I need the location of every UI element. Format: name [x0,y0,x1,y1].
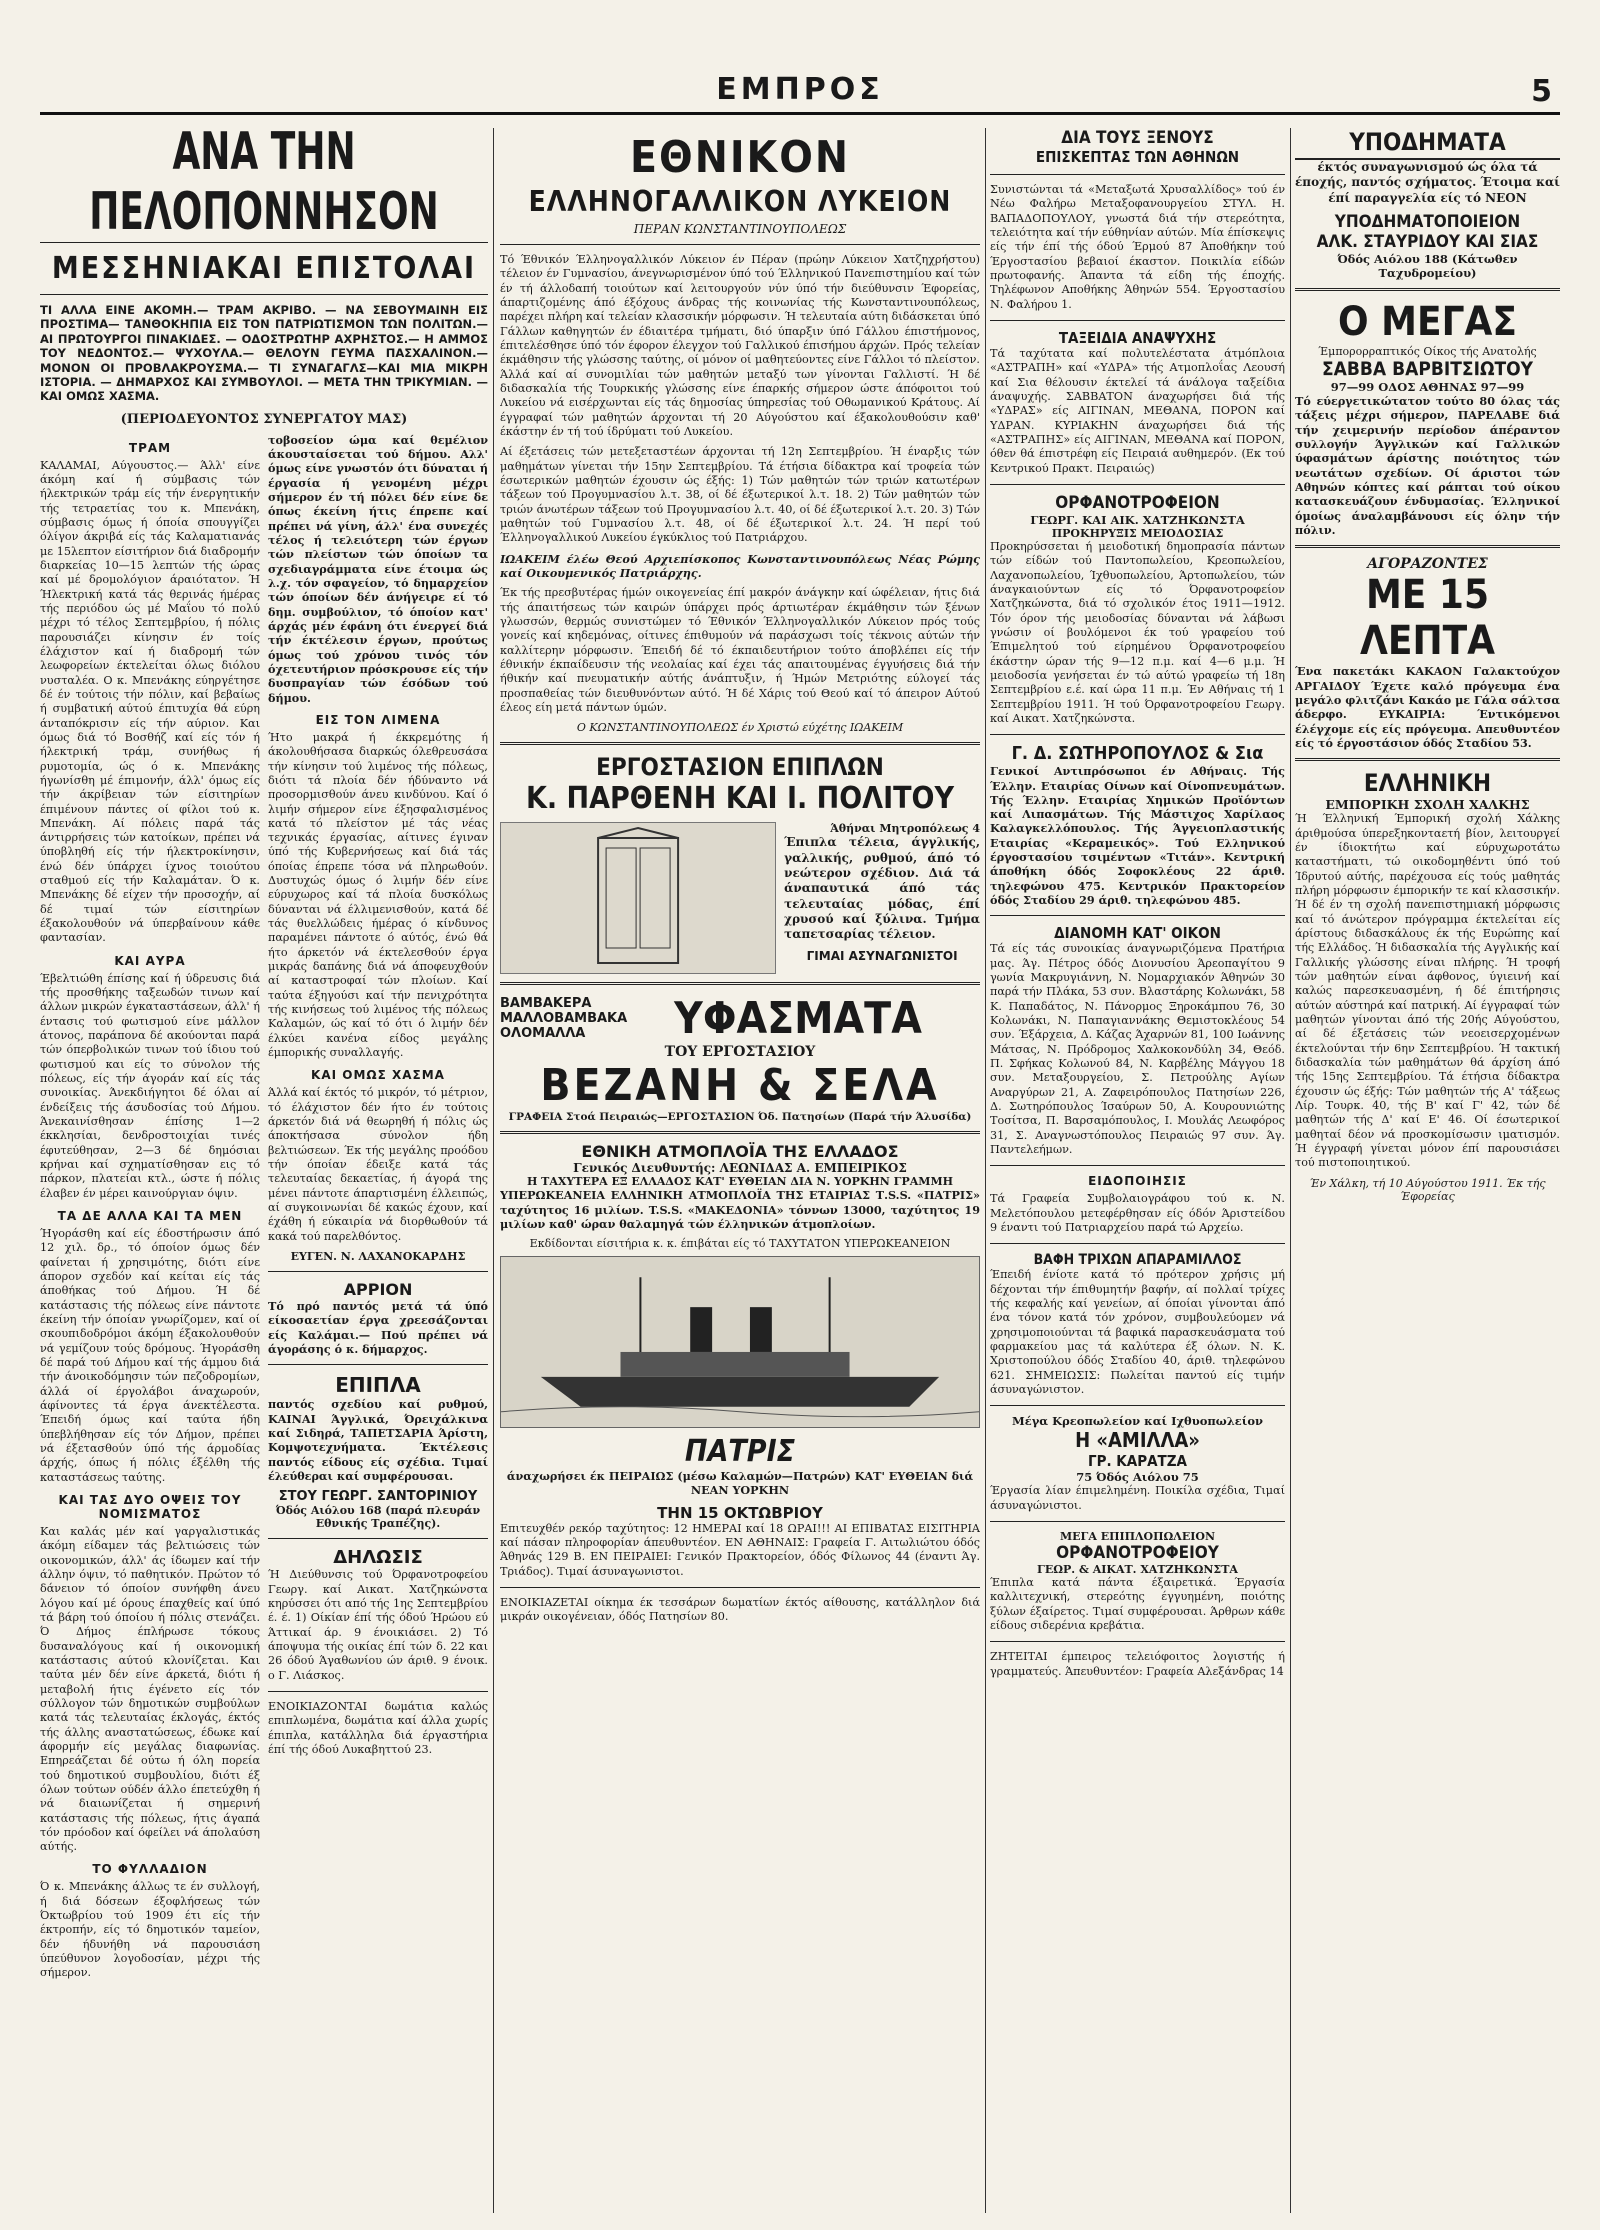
divider [500,1131,980,1134]
section-subheading: ΠΡΟΚΗΡΥΞΙΣ ΜΕΙΟΔΟΣΙΑΣ [1051,526,1224,540]
masthead [40,72,1560,115]
ad-title: Η «ΑΜΙΛΛΑ» [1075,1428,1200,1453]
paragraph: Έβελτιώθη έπίσης καί ή ύδρευσις διά τής προσθήκης ταξεωδών τινων καί άλλων μικρών έγκαταστάσεων, άλλ' ή έντασις τού φωτισμού είνε μάλλον άτονος, παράπονα δέ ακούονται παρά τών όπερβολικών τινων τού ίδιου τού φωτισμού και είς το σύνολον τής πόλεως, είς τήν άγοράν καί είς τάς συνοικίας. Άνεκδιήγητοι δέ όλαι αί ένδείξεις τής άσυδοσίας τού Δήμου. Άνεκαινίσθησαν έπίσης 1—2 έκκλησίαι, δενδροστοιχίαι τινές έφυτεύθησαν, 2—3 δέ δημόσιαι κρήναι καί σχηματίσθησαν εις τό πάρκον, πλατείαι κτλ., ώστε ή πόλις έλαβεν έν μέρει καινούργιαν όψιν. [40,971,260,1200]
paragraph: Έπειδή ένίοτε κατά τό πρότερον χρήσις μή δέχονται τήν έπιθυμητήν βαφήν, αί πολλαί τρίχες τής κεφαλής καί γενείων, αί όποίαι γίνονται άπό ένα τόνον κατά τόν χρόνον, συμβουλεύομεν νά χρησιμοποιούνται τά βαφικά παρασκευάσματα τού φαρμακείου μας τά καλύτερα έξ όλων. Ν. Κ. Χριστοπούλου όδός Σταδίου 40, άριθ. τηλεφώνου 621. ΣΗΜΕΙΩΣΙΣ: Πωλείται παντού είς τιμήν άσυναγώνιστον. [990,1268,1285,1396]
ad-title: ΑΓΟΡΑΖΟΝΤΕΣ [1367,556,1488,573]
ad-date: ΤΗΝ 15 ΟΚΤΩΒΡΙΟΥ [657,1503,823,1522]
subheadline-messinia: ΜΕΣΣΗΝΙΑΚΑΙ ΕΠΙΣΤΟΛΑΙ [51,251,477,286]
ad-fabrics-name: ΒΕΖΑΝΗ & ΣΕΛΑ [540,1060,940,1112]
section-heading: ΚΑΙ ΟΜΩΣ ΧΑΣΜΑ [311,1068,445,1083]
paragraph: Προκηρύσσεται ή μειοδοτική δημοπρασία πάντων τών είδών τού Παντοπωλείου, Κρεοπωλείου, Λαχανοπωλείου, Ίχθυοπωλείου, Άρτοπωλείου, τών άναγκαιούντων είς τό Όρφανοτροφείον Χατζηκώνστα, διά τό σχολικόν έτος 1911—1912. Τόν όρον τής μειοδοσίας δύνανται νά λάβωσι γνώσιν οί βουλόμενοι έκ τού γραφείου τού Έπιμελητού τού είρημένου Όρφανοτροφείου έκάστην ώραν τής 9—12 π.μ. καί 4—6 μ.μ. Ή μειοδοσία γενήσεται έν τώ αύτώ γραφείω τή 18η Σεπτεμβρίου ε.έ. καί ώρα 11 π.μ. Έν Αθήναις τή 1 Σεπτεμβρίου 1911. Ή τού Όρφανοτροφείου Γεωργ. καί Αικατ. Χατζηκώνστα. [990,539,1285,725]
divider [1295,758,1560,761]
paragraph: Ό κ. Μπενάκης άλλως τε έν συλλογή, ή διά δόσεων έξοφλήσεως τών Όκτωβρίου τού 1909 έτι είς τήν έκτροπήν, είς τό δημοτικόν ταμείον, δέν ήδυνήθη νά παρουσιάση ύπεύθυνον λογοδοσίαν, μέχρι τής σήμερον. [40,1880,260,1980]
paragraph: τοβοσείον ώμα καί θεμέλιον άκουσταίσεται τού δήμου. Αλλ' όμως είνε γνωστόν ότι δύναται ή έργασία ή γενομένη μέχρι σήμερον έν τή πόλει δέν είνε δε όπως έκείνη ήτις έπρεπε καί πρέπει νά γίνη, άλλ' ένα συνεχές τέλος ή τελειότερη τών έργων τών πλείστων τών όποίων τα σχεδιαγράμματα είνε έτοιμα ώς λ.χ. τόν σφαγείον, τό δημαρχείον τών όποίων δέν άνήγειρε εί τό δημ. συμβούλιον, τό όποίον κατ' άρχάς μέν έφάνη ότι ένεργεί διά τήν έκτέλεσιν έργων, προύτως όμως τού χρόνου τινός τόν όχετευτήριον πρόσκρουσε είς τήν δυσπραγίαν τών έσόδων τού δήμου. [268,432,488,705]
section-heading: ΕΙΣ ΤΟΝ ΛΙΜΕΝΑ [315,712,441,727]
divider [990,1243,1285,1244]
paragraph: Και καλάς μέν καί γαργαλιστικάς άκόμη είδαμεν τάς βελτιώσεις τών οικονομικών, άλλ' άς ίδωμεν καί τήν άλλην όψιν, τό παθητικόν. Πρώτον τό δάνειον τό όποίον συνήφθη άνευ λόγου καί μέ όρους έπαχθείς καί ύπό τά βάρη τού όποίου ή πόλις στενάζει. Ό Δήμος έπλήρωσε τόκους δυσαναλόγους καί ή οικονομική κατάστασις αύτού κλονίζεται. Και ταύτα μέν δέν είνε άρκετά, διότι ή μεταβολή ήτις έγένετο είς τόν σύλλογον τών δημοτικών συμβούλων κατά τάς τελευταίας έκλογάς, έκτός τής άλλης αναστατώσεως, έδωκε καί άφορμήν είς μεγάλας διαφωνίας. Επηρεάζεται δέ ούτω ή όλη πορεία τού δημοτικού συμβουλίου, διότι έξ όλων τούτων ούδέν άλλο έπετεύχθη ή νά διαιωνίζεται ή σημερινή κατάστασις τής πόλεως, ήτις άγαπά τόν πρόοδον καί όφείλει νά άπολαύση αύτής. [40,1524,260,1854]
ad-title: Ο ΜΕΓΑΣ [1338,299,1517,346]
paragraph: Τά είς τάς συνοικίας άναγνωριζόμενα Πρατήρια μας. Άγ. Πέτρος όδός Διονυσίου Άρεοπαγίτου 9 γωνία Μακρυγιάννη, Ν. Νομαρχιακόν Άθηνών 30 παρά τήν Πλάκα, 53 συν. Βλαστάρης Κολωνάκι, 58 Κ. Παπαδάτος, Ν. Πάνορμος Ξηροκάμπου 76, 30 Κολωνάκι, Ν. Παπαγιαννάκης Θεμιστοκλέους 54 συν. Έξάρχεια, Δ. Κάζας Άχαρνών 81, 100 Ιωάννης Μάτσας, Ν. Πρόδρομος Χαλκοκονδύλη 34, Θεόδ. Π. Σφήκας Κολωνού 84, Ν. Καρβέλης Μάγγου 18 συν. Μεταξουργείου, Σ. Πετρούλης Αγίων Αναργύρων 21, Α. Ζαφειρόπουλος Πατησίων 226, Δ. Σωτηρόπουλος Ίσαύρων 50, Α. Κουρουνιώτης Τοσίτσα, Π. Βαρσαμόπουλος, Ι. Μουλάς Λεωφόρος 31, Σ. Αναγνωστόπουλος Πειραιώς 97 συν. Άγ. Παντελεήμων. [990,942,1285,1157]
divider [990,320,1285,321]
ad-text: Έπιπλα κατά πάντα έξαιρετικά. Έργασία καλλιτεχνική, στερεότης έγγυημένη, ποιότης ξύλων έξαίρετος. Τιμαί συμφέρουσαι. Άρθρων κάθε είδους σιδερένια κρεβάτια. [990,1575,1285,1632]
paragraph: Αί έξετάσεις τών μετεξεταστέων άρχονται τή 12η Σεπτεμβρίου. Ή έναρξις τών μαθημάτων γίνεται τήν 15ην Σεπτεμβρίου. Τά έτήσια δίδακτρα καί τροφεία τών έσωτερικών μαθητών έχουσιν ώς έξής: 1) Τών μαθητών τών τριών κατωτέρων τάξεων τού Προγυμνασίου λ.τ. 38, οί δέ έξωτερικοί λ.τ. 18. 2) Τών μαθητών τών τριών άνωτέρων τάξεων τού Προγυμνασίου λ.τ. 40, οί δέ έξωτερικοί λ.τ. 20. 3) Τών μαθητών τού Γυμνασίου λ.τ. 48, οί δέ έξωτερικοί λ.τ. 24. Ή περί τού Έλληνογαλλικού Λυκείου έγκύκλιος τού Πατριάρχου. [500,445,980,545]
ad-agent: Εκδίδονται είσιτήρια κ. κ. έπιβάται είς τό ΤΑΧΥΤΑΤΟΝ ΥΠΕΡΩΚΕΑΝΕΙΟΝ [529,1237,951,1251]
article-col-right [268,433,488,1987]
section-heading: ΚΑΙ ΤΑΣ ΔΥΟ ΟΨΕΙΣ ΤΟΥ ΝΟΜΙΣΜΑΤΟΣ [58,1492,242,1521]
section-heading: ΒΑΦΗ ΤΡΙΧΩΝ ΑΠΑΡΑΜΙΛΛΟΣ [1033,1252,1242,1269]
article-body [40,433,488,1987]
ad-text: ΖΗΤΕΙΤΑΙ έμπειρος τελειόφοιτος λογιστής ή γραμματεύς. Άπευθυντέον: Γραφεία Αλεξάνδρας 14 [990,1650,1285,1678]
ad-address: Όδός Αιόλου 168 (παρά πλευράν Εθνικής Τραπέζης). [275,1504,481,1531]
ad-text: παντός σχεδίου καί ρυθμού, ΚΑΙΝΑΙ Άγγλικά, Όρειχάλκινα καί Σιδηρά, ΤΑΠΕΤΣΑΡΙΑ Άρίστη, Κομψοτεχνήματα. Έκτέλεσις παντός είδους είς σχέδια. Τιμαί έλεύθεραι καί συμφέρουσαι. [268,1397,488,1483]
paragraph: ΚΑΛΑΜΑΙ, Αύγουστος.— Άλλ' είνε άκόμη καί ή σύμβασις τών ήλεκτρικών τράμ είς τήν ένεργητικήν τής τετραετίας του κ. Μπενάκη, σύμβασις όμως ή όποία σπουγγίζει όλίγον άκριβά είς τάς Καλαματιανάς με 15λεπτον είσιτήριον διά διαδρομήν διαρκείας 10—15 λεπτών τής ώρας καί μέ δρομολόγιον άραιότατον. Ή Ήλεκτρική κατά τάς θερινάς ήμέρας τής περιόδου ώς μέ Μαΐου τό πολύ μέχρι τό τέλος Σεπτεμβρίου, ή πόλις παρουσιάζει κίνησιν έν τοίς έλάχιστον καί ή διαδρομή τών λεωφορείων έκτελείται όλως διόλου νυσταλέα. Ο κ. Μπενάκης εύηργέτησε δέ έν τούτοις τήν πόλιν, καί βεβαίως ή συμβατική αύτού έπιτυχία θά εύρη άνταπόκρισιν είς τήν αύριον. Και όμως διά τό Βοσθήζ καί είς τόν ή ήλεκτρική τράμ, συνήθως ή ρυμοτομία, ώς ό κ. Μπενάκης ήγωνίσθη μέ έπιμονήν, άλλ' όμως είς τήν άκρίβειαν τών είσιτηρίων έπιμένουν πάντες οί φίλοι τού κ. Μπενάκη. Αί πόλεις παρά τάς άντιρρήσεις τών κατοίκων, πρέπει νά ύποβληθή είς τήν ήλεκτροκίνησιν, ένώ δέν ύπάρχει ίχνος τοιούτου σταθμού είς τήν Καλαμάταν. Ό κ. Μπενάκης δέ είχεν τήν προσοχήν, αί δέ τιμαί τών είσιτηρίων έξακολουθούν νά ύπερβαίνουν κάθε φαντασίαν. [40,458,260,945]
ad-text: Τό πρό παντός μετά τά ύπό είκοσαετίαν έργα χρεεσάζονται είς Καλάμαι.— Πού πρέπει νά άγοράσης ό κ. δήμαρχος. [268,1299,488,1356]
article-col-left [40,433,260,1987]
ad-title: ΕΡΓΟΣΤΑΣΙΟΝ ΕΠΙΠΛΩΝ [596,753,884,782]
section-heading: ΤΡΑΜ [128,440,172,455]
ad-text: ΥΠΕΡΩΚΕΑΝΕΙΑ ΕΛΛΗΝΙΚΗ ΑΤΜΟΠΛΟΪΑ ΤΗΣ ΕΤΑΙΡΙΑΣ Τ.S.S. «ΠΑΤΡΙΣ» ταχύτητος 16 μιλίων. T.S.S. «ΜΑΚΕΔΟΝΙΑ» τόννων 13000, ταχύτητος 19 μιλίων καθ' ώραν θαλαμηγά τών έλληνικών άτμοπλοίων. [500,1188,980,1231]
ad-title: ΕΠΙΠΛΑ [335,1373,421,1398]
signature: Ο ΚΩΝΣΤΑΝΤΙΝΟΥΠΟΛΕΩΣ έν Χριστώ εύχέτης ΙΩΑΚΕΙΜ [576,721,904,735]
ad-text: ΕΝΟΙΚΙΑΖΟΝΤΑΙ δωμάτια καλώς επιπλωμένα, δωμάτια καί άλλα χωρίς έπιπλα, κατάλληλα διά έργαστήρια έπί τής όδού Λυκαβηττού 23. [268,1699,488,1756]
divider [268,1538,488,1539]
ad-address: Όδός Αιόλου 188 (Κάτωθεν Ταχυδρομείου) [1337,252,1518,281]
divider [990,484,1285,485]
ad-fabrics [500,993,980,1044]
divider [990,1165,1285,1166]
paragraph: Γενικοί Αντιπρόσωποι έν Αθήναις. Τής Έλλην. Εταιρίας Οίνων καί Οίνοπνευμάτων. Τής Έλλην. Εταιρίας Χημικών Προϊόντων καί Λιπασμάτων. Τής Μάστιχος Χαρίλαος Καλαγκελλόπουλος. Τής Άγγειοπλαστικής Εταιρίας «Κεραμεικός». Τού Ελληνικού έργοστασίου τσιμέντων «Τιτάν». Κεντρική άποθήκη όδός Σοφοκλέους 22 άριθ. τηλεφώνου 475. Κεντρικόν Πρακτορείον όδός Σταδίου 29 άριθ. τηλεφώνου 485. [990,764,1285,908]
paragraph: Ήγοράσθη καί είς έδοστήρωσιν άπό 12 χιλ. δρ., τό όποίον όμως δέν φαίνεται ή χρησιμότης, διότι είνε άπορον σχεδόν καί κείται είς τάς άποθήκας τού Δήμου. Ή δέ κατάστασις τής πόλεως είνε πάντοτε έκείνη τήν όποίαν γνωρίζομεν, καί οί σκουπιδοδρόμοι άκόμη έξακολουθούν νά γεμίζουν τούς δρόμους. Ήγοράσθη δέ παρά τού Δήμου καί τής άμμου διά τήν άνοικοδόμησιν τών πεζοδρομίων, άλλά οί έργολάβοι άναχωρούν, άφίνοντες τά έργα άνεκτέλεστα. Έπειδή όμως καί ταύτα ήδη ύπεβλήθησαν είς τόν Δήμον, πρέπει νά έξετασθούν ύπό τής άρμοδίας άρχής, όπως ή πόλις έξέλθη τής καταστάσεως ταύτης. [40,1227,260,1484]
paragraph: Έκ τής πρεσβυτέρας ήμών οικογενείας έπί μακρόν άνάγκην καί ώφέλειαν, ήτις διά τής άπαιτήσεως τών καιρών ύπάρχει πρός άρτιωτέραν έκμάθησιν τών ξένων γλωσσών, θερμώς συνιστώμεν τό Έθνικόν Έλληνογαλλικόν Λύκειον πρός τούς γονείς καί κηδεμόνας, οίτινες έπιθυμούν νά παράσχωσι τοίς τέκνοις αύτών τήν καλλίτερην μόρφωσιν. Έπειδή δέ τό έκπαιδευτήριον τούτο άποβλέπει είς τήν έθνικήν έκπαίδευσιν τής νεολαίας καί έχει τάς απαιτουμένας έγγυήσεις διά τήν ήθικήν καί πνευματικήν αύτής άνάπτυξιν, ή Ήμών Μετριότης εύλογεί τάς προσπαθείας τών διευθυνόντων αύτό. Ή δέ Χάρις τού Θεού καί τό άπειρον Αύτού έλεος είη μετά πάντων ύμών. [500,586,980,714]
section-subheading: ΓΕΩΡΓ. ΚΑΙ ΑΙΚ. ΧΑΤΖΗΚΩΝΣΤΑ [1030,512,1245,527]
headline-visitors: ΕΠΙΣΚΕΠΤΑΣ ΤΩΝ ΑΘΗΝΩΝ [1035,148,1240,166]
ad-name: ΑΛΚ. ΣΤΑΥΡΙΔΟΥ ΚΑΙ ΣΙΑΣ [1316,232,1539,253]
divider [40,242,488,243]
ad-text: Ένα πακετάκι ΚΑΚΑΟΝ Γαλακτούχον ΑΡΓΑΙΔΟΥ Έχετε καλό πρόγευμα ένα μεγάλο φλιτζάνι Κακάο με Γάλα σάλτσα άδερφο. ΕΥΚΑΙΡΙΑ: Έντικόμενοι έλέγχομε είς είς πρόγευμα. Απευθυντέον είς τό έργοστάσιον όδός Σταδίου 53. [1295,664,1560,750]
column-2 [500,128,980,2213]
ad-name: ΣΑΒΒΑ ΒΑΡΒΙΤΣΙΩΤΟΥ [1321,358,1534,381]
divider [40,294,488,295]
ship-image [500,1256,980,1428]
ad-line: Μέγα Κρεοπωλείον καί Ιχθυοπωλείον [1011,1414,1264,1429]
ad-address: 97—99 ΟΔΟΣ ΑΘΗΝΑΣ 97—99 [1330,380,1525,395]
ad-title: ΑΡΡΙΟΝ [343,1280,413,1300]
divider [500,982,980,985]
divider [990,1521,1285,1522]
divider [500,742,980,745]
paragraph: Τά ταχύτατα καί πολυτελέστατα άτμόπλοια «ΑΣΤΡΑΠΗ» καί «ΥΔΡΑ» τής Ατμοπλοΐας Λεουσή καί Σια θέλουσιν έκτελεί τά άνάλογα ταξείδια άναψυχής. ΣΑΒΒΑΤΟΝ άναχωρήσει διά τής «ΥΔΡΑΣ» είς ΑΙΓΙΝΑΝ, ΜΕΘΑΝΑ, ΠΟΡΟΝ καί ΥΔΡΑΝ. ΚΥΡΙΑΚΗΝ άναχωρήσει διά τής «ΑΣΤΡΑΠΗΣ» είς ΑΙΓΙΝΑΝ, ΜΕΘΑΝΑ καί ΠΟΡΟΝ, όθεν θά έπιστρέφη είς Πειραιά αυθημερόν. (Εκ τού Κεντρικού Πρακτ. Πειραιώς) [990,346,1285,475]
section-heading: ΕΛΛΗΝΙΚΗ [1363,769,1492,798]
ad-footer: ΓΙΜΑΙ ΑΣΥΝΑΓΩΝΙΣΤΟΙ [806,948,958,963]
section-subheading: ΕΜΠΟΡΙΚΗ ΣΧΟΛΗ ΧΑΛΚΗΣ [1325,797,1530,813]
divider [268,1691,488,1692]
section-heading: ΔΙΑΝΟΜΗ ΚΑΤ' ΟΙΚΟΝ [1054,924,1221,943]
ad-line: ΜΕΓΑ ΕΠΙΠΛΟΠΩΛΕΙΟΝ [1059,1529,1216,1543]
ad-text: Τό εύεργετικώτατον τούτο 80 όλας τάς τάξεις μέχρι σήμερον, ΠΑΡΕΛΑΒΕ διά τήν χειμερινήν περίοδον άπέραντον συλλογήν Άγγλικών καί Γαλλικών ύφασμάτων άρίστης ποιότητος τών νεωτάτων σχεδίων. Οί άριστοι τών Αθηνών κόπτες καί ράπται τού οίκου κατασκευάζουν ένδυμασίας. Έλληνικοί όμοίως άναλαμβάνουσι είς όλην τήν πόλιν. [1295,394,1560,538]
furniture-image [500,822,776,974]
ad-title: ΥΠΟΔΗΜΑΤΑ [1295,128,1560,160]
ad-name: ΓΕΩΡ. & ΑΙΚΑΤ. ΧΑΤΖΗΚΩΝΣΤΑ [1037,1562,1238,1576]
ad-text: Έργασία λίαν έπιμελημένη. Ποικίλα σχέδια, Τιμαί άσυναγώνιστοι. [990,1484,1285,1512]
divider [990,1641,1285,1642]
column-3 [990,128,1285,2213]
headline-foreigners: ΔΙΑ ΤΟΥΣ ΞΕΝΟΥΣ [1061,128,1214,148]
paragraph: Συνιστώνται τά «Μεταξωτά Χρυσαλλίδος» τού έν Νέω Φαλήρω Μεταξοφανουργείου ΣΤΥΛ. Η. ΒΑΠΑΔΟΠΟΥΛΟΥ, γνωστά διά τήν στερεότητα, τελειότητα καί τήν εύθηνίαν αύτών. Μία έπίσκεψις είς τήν έπί τής όδού Έρμού 87 Άποθήκην τού Έργοστασίου βεβαιοί έκαστον. Ποικιλία είδών πρωτοφανής. Άπαντα τά είδη τής έποχής. Τηλέφωνον Αποθήκης Άθηνών 554. Έργοστασίου Ν. Φαλήρου 1. [990,183,1285,311]
ad-text: Ή Διεύθυνσις τού Όρφανοτροφείου Γεωργ. καί Αικατ. Χατζηκώνστα κηρύσσει ότι από τής 1ης Σεπτεμβρίου έ. έ. 1) Οίκίαν έπί τής όδού Ήρώου εύ Άττικαί άρ. 9 ένοικιάσει. 2) Τό άποψυμα τής οικίας έπί τών δ. 22 και 26 όδού Άγαθωνίου ών άριθ. 9 ένοικ. ο Γ. Λιάσκος. [268,1568,488,1682]
ad-shop: ΣΤΟΥ ΓΕΩΡΓ. ΣΑΝΤΟΡΙΝΙΟΥ [278,1489,478,1505]
ad-address: Άθήναι Μητροπόλεως 4 [830,822,980,836]
paragraph: Τά Γραφεία Συμβολαιογράφου τού κ. Ν. Μελετόπουλου μετεφέρθησαν είς όδόν Άριστείδου 9 έναντι τού Πατριαρχείου παρά τώ Αρχείω. [990,1192,1285,1235]
section-heading: ΤΟ ΦΥΛΛΑΔΙΟΝ [92,1862,208,1877]
ad-name: ΓΡ. ΚΑΡΑΤΖΑ [1088,1452,1187,1471]
column-1 [40,128,488,2213]
divider [1295,288,1560,291]
section-heading: ΟΡΦΑΝΟΤΡΟΦΕΙΟΝ [1055,492,1220,513]
ad-fabrics-big: ΥΦΑΣΜΑΤΑ [674,993,922,1045]
section-heading: Γ. Δ. ΣΩΤΗΡΟΠΟΥΛΟΣ & Σια [1011,743,1264,765]
divider [268,1271,488,1272]
column-rule [493,128,494,2213]
divider [500,244,980,245]
paragraph: Τό Έθνικόν Έλληνογαλλικόν Λύκειον έν Πέραν (πρώην Λύκειον Χατζηχρήστου) τέλειον έν Γυμνασίου, άνεγνωρισμένον ύπό τού Έλληνικού Πανεπιστημίου καί τών έν τή άλλοδαπή τοιούτων καί λειτουργούν νύν ύπό τήν διεύθυνσιν Έφορείας, άπαρτιζομένης άπό έξόχους άνδρας τής κοινωνίας τής Κωνσταντινουπόλεως, παρέχει πλήρη καί τελείαν κλασσικήν μόρφωσιν. Ή τελευταία αύτη διδάσκεται ύπό Γάλλων καθηγητών έν έδιαιτέρα τμήματι, διό ύπαρξιν ύπό Γάλλου έπιστήμονος, έπιτελέσθησε ύπό τόν έφορον έλεγχον τού Γαλλικού έπισήμου άρχών. Πρός τελείαν έκμάθησιν τής γλώσσης ταύτης, οί μόνον οί μαθητεύοντες είνε Γάλλοι τό πλείστον. Άλλά καί αί συνομιλίαι τών μαθητών μεταξύ των γίνονται Γαλλιστί. Ή δέ διδασκαλία τής Τουρκικής γλώσσης είνε έπαρκής σήμερον ώστε άπόφοιτοι τού Λυκείου νά εισέρχωνται είς τάς δημοσίας ύπηρεσίας τού Οθωμανικού Κράτους. Αί έγγραφαί τών μαθητών άρχονται τή 20 Αύγούστου καί έξακολουθούσιν καθ' έκάστην έν τή τού ίδρύματι τού Λυκείου. [500,253,980,438]
ad-address: ΓΡΑΦΕΙΑ Στοά Πειραιώς—ΕΡΓΟΣΤΑΣΙΟΝ Όδ. Πατησίων (Παρά τήν Άλυσίδα) [508,1111,972,1124]
paragraph: Ήτο μακρά ή έκκρεμότης ή άκολουθήσασα διαρκώς όλεθρευσάσα τήν κίνησιν τού λιμένος τής πόλεως, διότι τά πλοία δέν ήδύναντο νά προσορμισθούν άνευ κινδύνου. Καί ό λιμήν σήμερον είνε έξησφαλισμένος κατά τό πλείστον μέ τάς νέας τεχνικάς έργασίας, αίτινες έγιναν ύπό τής Κυβερνήσεως καί διά τάς όποίας έπρεπε τόσα νά πληρωθούν. Δυστυχώς όμως ό λιμήν δέν είνε εύρυχωρος καί τά πλοία δυσκόλως δύνανται νά έλλιμενισθούν, κατά δέ τάς θυελλώδεις ήμέρας ό κίνδυνος παραμένει πάντοτε ό αύτός, ένώ θά ήτο άρκετόν νά έκτελεσθούν έργα μικράς δαπάνης διά νά άποφευχθούν αί καταστροφαί τών πλοίων. Καί ταύτα έξηγούσι καί τήν πενιχρότητα τής κινήσεως τού λιμένος τής πόλεως Καλαμών, ώς καί τό ότι ό λιμήν δέν έλκύει κανένα είδος μεγάλης έμπορικής συναλλαγής. [268,730,488,1060]
paragraph: Ή Έλληνική Έμπορική σχολή Χάλκης άριθμούσα ύπερεξηκονταετή βίον, λειτουργεί έν ίδιοκτήτω καί εύρυχωροτάτω καταστήματι, τώ οικοδομηθέντι ύπό τού Ίδρυτού αύτής, παρέχουσα είς τούς μαθητάς πλήρη μόρφωσιν έμπορικήν τε καί κλασσικήν. Ή δέ έν τη σχολή πανεπιστημιακή μόρφωσις καί τό άνώτερον πρόγραμμα έκτελείται είς άρίστους διδασκάλους έκ τής Ευρώπης καί τής Ελλάδος. Ή διδασκαλία τής Αγγλικής καί Γαλλικής γλώσσης είναι πλήρης. Ή τροφή τών μαθητών είναι άφθονος, ύγιεινή καί καλώς παρεσκευασμένη, ή δέ έπιτήρησις αύτών αύστηρά καί πατρική. Αί έγγραφαί τών μαθητών γίνονται άπό τής 20ής Αύγούστου, αί δέ έξετάσεις τών νεοεισερχομένων έκτελούνται τήν 6ην Σεπτεμβρίου. Ή τακτική διδασκαλία τών μαθημάτων θά άρχίση άπό τής 15ης Σεπτεμβρίου. Τά έτήσια δίδακτρα έχουσιν ώς έξής: Τών μαθητών τής Α' τάξεως Λίρ. Τουρκ. 40, τής Β' καί Γ' 42, τών δέ μαθητών τής Δ' καί Ε' 46. Οί έσωτερικοί μαθηταί δέον νά προσκομίσωσιν ιματισμόν. Ή έγγραφή γίνεται μόνον έπί παρουσιάσει τού πιστοποιητικού. [1295,812,1560,1170]
ad-text: Έπιπλα τέλεια, άγγλικής, γαλλικής, ρυθμού, άπό τό νεώτερον σχέδιον. Διά τά άναπαυτικά άπό τάς τελευταίας μόδας, έπί χρυσού καί ξύλινα. Τμήμα ταπετσαρίας τέλειον. [784,835,980,942]
headline-peloponnese: ΑΝΑ ΤΗΝ ΠΕΛΟΠΟΝΝΗΣΟΝ [89,128,439,242]
column-rule [1290,128,1291,2213]
section-heading: ΚΑΙ ΑΥΡΑ [114,953,186,968]
paragraph: ΙΩΑΚΕΙΜ έλέω Θεού Αρχιεπίσκοπος Κωνσταντινουπόλεως Νέας Ρώμης καί Οικουμενικός Πατριάρχης. [500,551,980,580]
divider [990,174,1285,175]
ad-subtitle: Έμπορορραπτικός Οίκος τής Ανατολής [1318,345,1537,359]
headline-lykeion: ΕΛΛΗΝΟΓΑΛΛΙΚΟΝ ΛΥΚΕΙΟΝ [528,185,952,218]
ad-title: ΕΘΝΙΚΗ ΑΤΜΟΠΛΟΪΑ ΤΗΣ ΕΛΛΑΔΟΣ [581,1142,899,1162]
ad-furniture-text [784,822,980,974]
signature: ΕΥΓΕΝ. Ν. ΛΑΧΑΝΟΚΑΡΔΗΣ [290,1250,466,1264]
section-heading: ΤΑΞΕΙΔΙΑ ΑΝΑΨΥΧΗΣ [1058,328,1217,347]
column-4 [1295,128,1560,2213]
divider [990,1405,1285,1406]
location: ΠΕΡΑΝ ΚΩΝΣΤΑΝΤΙΝΟΥΠΟΛΕΩΣ [633,222,847,236]
byline: (ΠΕΡΙΟΔΕΥΟΝΤΟΣ ΣΥΝΕΡΓΑΤΟΥ ΜΑΣ) [120,411,408,427]
ad-text: άναχωρήσει έκ ΠΕΙΡΑΙΩΣ (μέσω Καλαμών—Πατρών) ΚΑΤ' ΕΥΘΕΙΑΝ διά ΝΕΑΝ ΥΟΡΚΗΝ [506,1469,974,1498]
divider [990,734,1285,735]
ad-title: ΟΡΦΑΝΟΤΡΟΦΕΙΟΥ [1056,1542,1219,1563]
signature: Έν Χάλκη, τή 10 Αύγούστου 1911. Έκ τής Έφορείας [1309,1176,1546,1203]
ad-names: Κ. ΠΑΡΘΕΝΗ ΚΑΙ Ι. ΠΟΛΙΤΟΥ [525,781,954,817]
wardrobe-icon [501,823,775,973]
newspaper-title: ΕΜΠΡΟΣ [716,72,884,107]
ad-price: ΜΕ 15 ΛΕΠΤΑ [1360,572,1495,665]
headline-ethnikon: ΕΘΝΙΚΟΝ [630,132,850,183]
column-rule [985,128,986,2213]
section-heading: ΕΙΔΟΠΟΙΗΣΙΣ [1088,1174,1187,1189]
divider [990,915,1285,916]
divider [500,1587,980,1588]
ad-fabrics-types: ΒΑΜΒΑΚΕΡΑ ΜΑΛΛΟΒΑΜΒΑΚΑ ΟΛΟΜΑΛΛΑ [500,996,628,1042]
ad-address: 75 Όδός Αιόλου 75 [1076,1470,1199,1485]
ad-text: Επιτευχθέν ρεκόρ ταχύτητος: 12 ΗΜΕΡΑΙ καί 18 ΩΡΑΙ!!! ΑΙ ΕΠΙΒΑΤΑΣ ΕΙΣΙΤΗΡΙΑ καί πάσαν πληροφορίαν άπευθυντέον. ΕΝ ΑΘΗΝΑΙΣ: Γραφεία Γ. Αιτωλιώτου όδός Άθηνάς 129 Β. ΕΝ ΠΕΙΡΑΙΕΙ: Γενικόν Πρακτορείον, όδός Φίλωνος 44 (έναντι Άγ. Τριάδος). Τιμαί άσυναγωνιστοι. [500,1521,980,1578]
page-number: 5 [1531,74,1552,109]
steamship-icon [501,1257,979,1427]
paragraph: Άλλά καί έκτός τό μικρόν, τό μέτριον, τό έλάχιστον δέν ήτο έν τούτοις άρκετόν διά νά θεωρηθή ή πόλις ώς άποκτήσασα σύνολον ήδη βελτιώσεων. Έκ τής μεγάλης προόδου τήν όποίαν έδειξε κατά τάς τελευταίας δεκαετίας, ή άγορά της μένει πάντοτε άπαρτισμένη έλλειπώς, αί συγκοινωνίαι δέ κακώς έχουν, καί έχάθη ή εύκαιρία νά διορθωθούν τά κακά τού παρελθόντος. [268,1086,488,1243]
ad-director: Γενικός Διευθυντής: ΛΕΩΝΙΔΑΣ Α. ΕΜΠΕΙΡΙΚΟΣ [573,1161,907,1176]
ship-name: ΠΑΤΡΙΣ [684,1434,796,1470]
divider [268,1364,488,1365]
divider [1295,545,1560,548]
article-summary: ΤΙ ΑΛΛΑ ΕΙΝΕ ΑΚΟΜΗ.— ΤΡΑΜ ΑΚΡΙΒΟ. — ΝΑ ΣΕΒΟΥΜΑΙΝΗ ΕΙΣ ΠΡΟΣΤΙΜΑ— ΤΑΝΘΟΚΗΠΙΑ ΕΙΣ ΤΟΝ ΠΑΤΡΙΩΤΙΣΜΟΝ ΤΩΝ ΠΟΛΙΤΩΝ.— ΑΙ ΠΡΩΤΟΥΡΓΟΙ ΠΙΝΑΚΙΔΕΣ. — ΟΔΟΣΤΡΩΤΗΡ ΑΧΡΗΣΤΟΣ.— Η ΑΜΜΟΣ ΤΟΥ ΝΕΔΟΝΤΟΣ.— ΨΥΧΟΥΛΑ.— ΘΕΛΟΥΝ ΓΕΥΜΑ ΠΑΣΧΑΛΙΝΟΝ.— ΜΟΝΟΝ ΟΙ ΠΡΟΒΛΑΚΡΟΥΣΜΑ.— ΤΙ ΣΥΝΑΓΑΓΛΣ—ΚΑΙ ΜΙΑ ΜΙΚΡΗ ΙΣΤΟΡΙΑ. — ΔΗΜΑΡΧΟΣ ΚΑΙ ΣΥΜΒΟΥΛΟΙ. — ΜΕΤΑ ΤΗΝ ΤΡΙΚΥΜΙΑΝ. — ΚΑΙ ΟΜΩΣ ΧΑΣΜΑ. [40,303,488,404]
ad-furniture [500,822,980,974]
ad-text: έκτός συναγωνισμού ώς όλα τά έποχής, παντός σχήματος. Έτοιμα καί έπί παραγγελία είς τό ΝΕΟΝ [1295,160,1560,205]
section-heading: ΤΑ ΔΕ ΑΛΛΑ ΚΑΙ ΤΑ ΜΕΝ [57,1209,243,1224]
ad-line: Η ΤΑΧΥΤΕΡΑ ΕΞ ΕΛΛΑΔΟΣ ΚΑΤ' ΕΥΘΕΙΑΝ ΔΙΑ Ν. ΥΟΡΚΗΝ ΓΡΑΜΜΗ [526,1175,954,1189]
ad-title: ΔΗΛΩΣΙΣ [333,1547,423,1569]
ad-fabrics-sub: ΤΟΥ ΕΡΓΟΣΤΑΣΙΟΥ [664,1044,816,1061]
ad-subtitle: ΥΠΟΔΗΜΑΤΟΠΟΙΕΙΟΝ [1334,212,1521,233]
ad-text: ΕΝΟΙΚΙΑΖΕΤΑΙ οίκημα έκ τεσσάρων δωματίων έκτός αίθουσης, κατάλληλον διά μικράν οικογένειαν, όδός Πατησίων 80. [500,1596,980,1624]
